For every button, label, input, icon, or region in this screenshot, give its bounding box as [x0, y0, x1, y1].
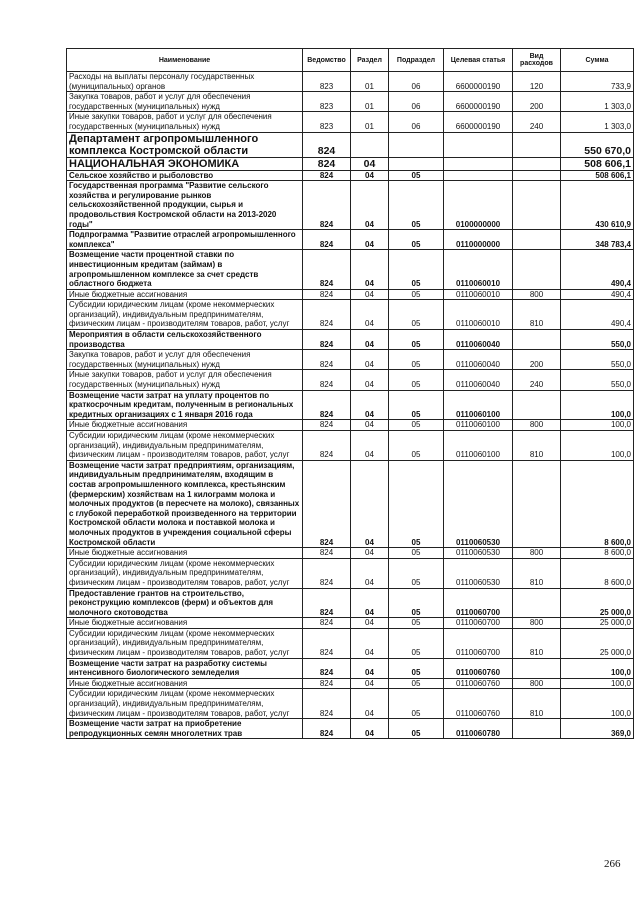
- row-summa-cell: 369,0: [561, 719, 634, 739]
- table-row: [67, 628, 634, 658]
- row-vedomstvo-cell: 824: [303, 618, 351, 629]
- row-vid-rashodov-cell: 240: [513, 112, 561, 132]
- row-celevaya-statya-cell: 0110060760: [444, 658, 513, 678]
- row-vedomstvo-cell: 824: [303, 431, 351, 461]
- row-podrazdel-cell: 05: [389, 431, 444, 461]
- row-celevaya-statya-cell: 0110060530: [444, 558, 513, 588]
- row-podrazdel-cell: 06: [389, 72, 444, 92]
- row-name-cell: Возмещение части затрат на уплату процентов по краткосрочным кредитам, полученным в региональных кредитных организациях с 1 января 2016 года: [67, 390, 303, 420]
- row-name-cell: Возмещение части затрат на приобретение репродукционных семян многолетних трав: [67, 719, 303, 739]
- row-podrazdel-cell: 05: [389, 181, 444, 230]
- row-name-cell: Департамент агропромышленного комплекса Костромской области: [67, 132, 303, 157]
- row-vid-rashodov-cell: [513, 157, 561, 170]
- table-row: [67, 170, 634, 181]
- row-celevaya-statya-cell: 0110060760: [444, 678, 513, 689]
- row-razdel-cell: 04: [351, 431, 389, 461]
- row-summa-cell: 100,0: [561, 658, 634, 678]
- row-razdel-cell: 04: [351, 350, 389, 370]
- table-row: [67, 548, 634, 559]
- row-celevaya-statya-cell: [444, 157, 513, 170]
- table-row: [67, 658, 634, 678]
- table-row: [67, 390, 634, 420]
- row-celevaya-statya-cell: 0100000000: [444, 181, 513, 230]
- table-row: [67, 558, 634, 588]
- row-celevaya-statya-cell: 0110060100: [444, 390, 513, 420]
- row-podrazdel-cell: [389, 157, 444, 170]
- row-celevaya-statya-cell: 0110060100: [444, 431, 513, 461]
- row-vedomstvo-cell: 824: [303, 719, 351, 739]
- row-podrazdel-cell: 05: [389, 460, 444, 547]
- row-vid-rashodov-cell: 800: [513, 618, 561, 629]
- row-summa-cell: 490,4: [561, 289, 634, 300]
- row-summa-cell: 550,0: [561, 350, 634, 370]
- row-vedomstvo-cell: 824: [303, 250, 351, 289]
- row-razdel-cell: 01: [351, 72, 389, 92]
- table-row: [67, 618, 634, 629]
- row-name-cell: Субсидии юридическим лицам (кроме некоммерческих организаций), индивидуальным предпринимателям, физическим лицам - производителям товаров, работ, услуг: [67, 558, 303, 588]
- row-summa-cell: 8 600,0: [561, 548, 634, 559]
- row-name-cell: Сельское хозяйство и рыболовство: [67, 170, 303, 181]
- row-vedomstvo-cell: 824: [303, 230, 351, 250]
- table-row: [67, 181, 634, 230]
- row-vid-rashodov-cell: 200: [513, 92, 561, 112]
- row-celevaya-statya-cell: 0110060100: [444, 420, 513, 431]
- row-summa-cell: 508 606,1: [561, 170, 634, 181]
- row-podrazdel-cell: 05: [389, 390, 444, 420]
- row-podrazdel-cell: 05: [389, 558, 444, 588]
- page-number: 266: [604, 858, 621, 870]
- row-podrazdel-cell: 05: [389, 689, 444, 719]
- row-vid-rashodov-cell: [513, 330, 561, 350]
- row-vedomstvo-cell: 824: [303, 460, 351, 547]
- row-vid-rashodov-cell: 120: [513, 72, 561, 92]
- row-vid-rashodov-cell: [513, 658, 561, 678]
- row-summa-cell: 1 303,0: [561, 92, 634, 112]
- table-header-row: [67, 49, 634, 72]
- row-vedomstvo-cell: 824: [303, 350, 351, 370]
- row-name-cell: Иные бюджетные ассигнования: [67, 548, 303, 559]
- table-row: [67, 112, 634, 132]
- table-row: [67, 370, 634, 390]
- row-vid-rashodov-cell: [513, 719, 561, 739]
- row-podrazdel-cell: 05: [389, 628, 444, 658]
- row-razdel-cell: 01: [351, 92, 389, 112]
- table-row: [67, 460, 634, 547]
- row-podrazdel-cell: 05: [389, 250, 444, 289]
- row-podrazdel-cell: 06: [389, 112, 444, 132]
- row-vid-rashodov-cell: [513, 170, 561, 181]
- row-razdel-cell: 04: [351, 658, 389, 678]
- row-summa-cell: 8 600,0: [561, 558, 634, 588]
- row-name-cell: Субсидии юридическим лицам (кроме некоммерческих организаций), индивидуальным предпринимателям, физическим лицам - производителям товаров, работ, услуг: [67, 431, 303, 461]
- table-row: [67, 719, 634, 739]
- row-name-cell: Предоставление грантов на строительство, реконструкцию комплексов (ферм) и объектов для молочного скотоводства: [67, 588, 303, 618]
- row-celevaya-statya-cell: 0110060700: [444, 618, 513, 629]
- row-vedomstvo-cell: 824: [303, 588, 351, 618]
- row-vedomstvo-cell: 824: [303, 170, 351, 181]
- row-celevaya-statya-cell: [444, 132, 513, 157]
- table-row: [67, 132, 634, 157]
- row-summa-cell: 100,0: [561, 678, 634, 689]
- row-razdel-cell: 04: [351, 558, 389, 588]
- row-name-cell: Иные бюджетные ассигнования: [67, 289, 303, 300]
- row-vid-rashodov-cell: [513, 460, 561, 547]
- row-vedomstvo-cell: 824: [303, 330, 351, 350]
- row-name-cell: Иные бюджетные ассигнования: [67, 618, 303, 629]
- row-razdel-cell: 04: [351, 628, 389, 658]
- row-vedomstvo-cell: 824: [303, 390, 351, 420]
- row-vid-rashodov-cell: 810: [513, 558, 561, 588]
- row-name-cell: Субсидии юридическим лицам (кроме некоммерческих организаций), индивидуальным предпринимателям, физическим лицам - производителям товаров, работ, услуг: [67, 689, 303, 719]
- row-summa-cell: 100,0: [561, 390, 634, 420]
- row-vid-rashodov-cell: 810: [513, 431, 561, 461]
- row-vid-rashodov-cell: 800: [513, 420, 561, 431]
- row-name-cell: Иные закупки товаров, работ и услуг для обеспечения государственных (муниципальных) нужд: [67, 370, 303, 390]
- row-vid-rashodov-cell: [513, 588, 561, 618]
- row-name-cell: Мероприятия в области сельскохозяйственного производства: [67, 330, 303, 350]
- row-vid-rashodov-cell: [513, 250, 561, 289]
- row-summa-cell: 25 000,0: [561, 618, 634, 629]
- row-summa-cell: 490,4: [561, 250, 634, 289]
- row-vid-rashodov-cell: 200: [513, 350, 561, 370]
- row-podrazdel-cell: 05: [389, 588, 444, 618]
- row-celevaya-statya-cell: 0110060530: [444, 460, 513, 547]
- row-celevaya-statya-cell: 0110000000: [444, 230, 513, 250]
- row-vedomstvo-cell: 823: [303, 112, 351, 132]
- table-row: [67, 330, 634, 350]
- row-celevaya-statya-cell: 0110060040: [444, 330, 513, 350]
- row-vid-rashodov-cell: [513, 132, 561, 157]
- row-name-cell: Иные бюджетные ассигнования: [67, 678, 303, 689]
- row-razdel-cell: 04: [351, 250, 389, 289]
- row-razdel-cell: 04: [351, 460, 389, 547]
- row-podrazdel-cell: 05: [389, 370, 444, 390]
- row-vedomstvo-cell: 824: [303, 420, 351, 431]
- table-row: [67, 157, 634, 170]
- row-podrazdel-cell: 05: [389, 230, 444, 250]
- row-vedomstvo-cell: 824: [303, 558, 351, 588]
- table-row: [67, 350, 634, 370]
- row-summa-cell: 550 670,0: [561, 132, 634, 157]
- row-podrazdel-cell: 05: [389, 289, 444, 300]
- table-row: [67, 230, 634, 250]
- row-vid-rashodov-cell: 800: [513, 289, 561, 300]
- row-vedomstvo-cell: 824: [303, 689, 351, 719]
- header-summa: Сумма: [561, 49, 634, 72]
- row-celevaya-statya-cell: 0110060530: [444, 548, 513, 559]
- table-row: [67, 588, 634, 618]
- row-vid-rashodov-cell: [513, 230, 561, 250]
- row-vid-rashodov-cell: 800: [513, 678, 561, 689]
- row-celevaya-statya-cell: 0110060010: [444, 250, 513, 289]
- row-razdel-cell: 04: [351, 170, 389, 181]
- row-vedomstvo-cell: 824: [303, 548, 351, 559]
- row-summa-cell: 100,0: [561, 689, 634, 719]
- row-summa-cell: 100,0: [561, 431, 634, 461]
- row-podrazdel-cell: 05: [389, 170, 444, 181]
- row-podrazdel-cell: 05: [389, 618, 444, 629]
- row-name-cell: Субсидии юридическим лицам (кроме некоммерческих организаций), индивидуальным предпринимателям, физическим лицам - производителям товаров, работ, услуг: [67, 628, 303, 658]
- row-summa-cell: 8 600,0: [561, 460, 634, 547]
- table-row: [67, 92, 634, 112]
- row-name-cell: Государственная программа "Развитие сельского хозяйства и регулирование рынков сельскохозяйственной продукции, сырья и продовольствия Костромской области на 2013-2020 годы": [67, 181, 303, 230]
- header-celevaya-statya: Целевая статья: [444, 49, 513, 72]
- table-row: [67, 289, 634, 300]
- row-razdel-cell: 04: [351, 420, 389, 431]
- row-vedomstvo-cell: 824: [303, 132, 351, 157]
- row-podrazdel-cell: 05: [389, 548, 444, 559]
- row-vedomstvo-cell: 823: [303, 72, 351, 92]
- row-razdel-cell: 04: [351, 300, 389, 330]
- row-name-cell: Возмещение части затрат на разработку системы интенсивного биологического земледелия: [67, 658, 303, 678]
- row-vid-rashodov-cell: 810: [513, 689, 561, 719]
- row-name-cell: Субсидии юридическим лицам (кроме некоммерческих организаций), индивидуальным предпринимателям, физическим лицам - производителям товаров, работ, услуг: [67, 300, 303, 330]
- row-vedomstvo-cell: 824: [303, 300, 351, 330]
- row-razdel-cell: 04: [351, 181, 389, 230]
- header-vedomstvo: Ведомство: [303, 49, 351, 72]
- row-vid-rashodov-cell: 800: [513, 548, 561, 559]
- row-name-cell: Возмещение части процентной ставки по инвестиционным кредитам (займам) в агропромышленном комплексе за счет средств областного бюджета: [67, 250, 303, 289]
- row-celevaya-statya-cell: 0110060700: [444, 588, 513, 618]
- row-celevaya-statya-cell: 6600000190: [444, 112, 513, 132]
- row-razdel-cell: 04: [351, 548, 389, 559]
- row-podrazdel-cell: 05: [389, 300, 444, 330]
- row-podrazdel-cell: [389, 132, 444, 157]
- row-summa-cell: 733,9: [561, 72, 634, 92]
- row-name-cell: Иные бюджетные ассигнования: [67, 420, 303, 431]
- row-vid-rashodov-cell: [513, 181, 561, 230]
- row-celevaya-statya-cell: 0110060040: [444, 370, 513, 390]
- row-vedomstvo-cell: 824: [303, 658, 351, 678]
- budget-table: [66, 48, 634, 739]
- row-vedomstvo-cell: 824: [303, 628, 351, 658]
- row-vid-rashodov-cell: 810: [513, 300, 561, 330]
- header-podrazdel: Подраздел: [389, 49, 444, 72]
- row-summa-cell: 550,0: [561, 330, 634, 350]
- row-name-cell: Расходы на выплаты персоналу государственных (муниципальных) органов: [67, 72, 303, 92]
- row-name-cell: Иные закупки товаров, работ и услуг для обеспечения государственных (муниципальных) нужд: [67, 112, 303, 132]
- header-razdel: Раздел: [351, 49, 389, 72]
- table-row: [67, 72, 634, 92]
- row-vid-rashodov-cell: 240: [513, 370, 561, 390]
- row-summa-cell: 100,0: [561, 420, 634, 431]
- row-celevaya-statya-cell: 0110060010: [444, 300, 513, 330]
- row-celevaya-statya-cell: 6600000190: [444, 92, 513, 112]
- row-celevaya-statya-cell: 0110060700: [444, 628, 513, 658]
- row-razdel-cell: 04: [351, 390, 389, 420]
- table-row: [67, 420, 634, 431]
- row-celevaya-statya-cell: 0110060760: [444, 689, 513, 719]
- row-celevaya-statya-cell: 6600000190: [444, 72, 513, 92]
- row-razdel-cell: 04: [351, 370, 389, 390]
- row-razdel-cell: 01: [351, 112, 389, 132]
- row-name-cell: Подпрограмма "Развитие отраслей агропромышленного комплекса": [67, 230, 303, 250]
- row-vedomstvo-cell: 824: [303, 157, 351, 170]
- row-summa-cell: 490,4: [561, 300, 634, 330]
- row-summa-cell: 348 783,4: [561, 230, 634, 250]
- row-podrazdel-cell: 05: [389, 658, 444, 678]
- row-razdel-cell: 04: [351, 719, 389, 739]
- row-summa-cell: 550,0: [561, 370, 634, 390]
- row-vid-rashodov-cell: [513, 390, 561, 420]
- row-podrazdel-cell: 05: [389, 330, 444, 350]
- row-vedomstvo-cell: 824: [303, 678, 351, 689]
- row-celevaya-statya-cell: 0110060040: [444, 350, 513, 370]
- row-podrazdel-cell: 05: [389, 678, 444, 689]
- row-celevaya-statya-cell: 0110060010: [444, 289, 513, 300]
- table-body: [67, 72, 634, 739]
- row-razdel-cell: 04: [351, 689, 389, 719]
- row-summa-cell: 430 610,9: [561, 181, 634, 230]
- row-razdel-cell: 04: [351, 678, 389, 689]
- row-podrazdel-cell: 06: [389, 92, 444, 112]
- table-row: [67, 250, 634, 289]
- row-razdel-cell: 04: [351, 289, 389, 300]
- row-vedomstvo-cell: 824: [303, 289, 351, 300]
- row-vedomstvo-cell: 823: [303, 92, 351, 112]
- row-vid-rashodov-cell: 810: [513, 628, 561, 658]
- row-razdel-cell: 04: [351, 157, 389, 170]
- header-vid-rashodov: Вид расходов: [513, 49, 561, 72]
- row-razdel-cell: 04: [351, 618, 389, 629]
- row-summa-cell: 508 606,1: [561, 157, 634, 170]
- row-razdel-cell: [351, 132, 389, 157]
- table-row: [67, 678, 634, 689]
- row-summa-cell: 25 000,0: [561, 588, 634, 618]
- table-row: [67, 689, 634, 719]
- table-row: [67, 300, 634, 330]
- row-celevaya-statya-cell: 0110060780: [444, 719, 513, 739]
- row-podrazdel-cell: 05: [389, 719, 444, 739]
- row-razdel-cell: 04: [351, 588, 389, 618]
- row-vedomstvo-cell: 824: [303, 181, 351, 230]
- row-podrazdel-cell: 05: [389, 420, 444, 431]
- row-razdel-cell: 04: [351, 330, 389, 350]
- row-summa-cell: 1 303,0: [561, 112, 634, 132]
- row-name-cell: Закупка товаров, работ и услуг для обеспечения государственных (муниципальных) нужд: [67, 92, 303, 112]
- row-podrazdel-cell: 05: [389, 350, 444, 370]
- row-name-cell: Закупка товаров, работ и услуг для обеспечения государственных (муниципальных) нужд: [67, 350, 303, 370]
- row-razdel-cell: 04: [351, 230, 389, 250]
- table-row: [67, 431, 634, 461]
- row-celevaya-statya-cell: [444, 170, 513, 181]
- header-name: Наименование: [67, 49, 303, 72]
- row-name-cell: НАЦИОНАЛЬНАЯ ЭКОНОМИКА: [67, 157, 303, 170]
- row-summa-cell: 25 000,0: [561, 628, 634, 658]
- row-name-cell: Возмещение части затрат предприятиям, организациям, индивидуальным предпринимателям, входящим в состав агропромышленного комплекса, крестьянским (фермерским) хозяйствам на 1 килограмм молока и молочных продуктов (в пересчете на молоко), связанных с глубокой переработкой произведенного на территории Костромской области молока и поставкой молока и молочных продуктов в учреждения социальной сферы Костромской области: [67, 460, 303, 547]
- row-vedomstvo-cell: 824: [303, 370, 351, 390]
